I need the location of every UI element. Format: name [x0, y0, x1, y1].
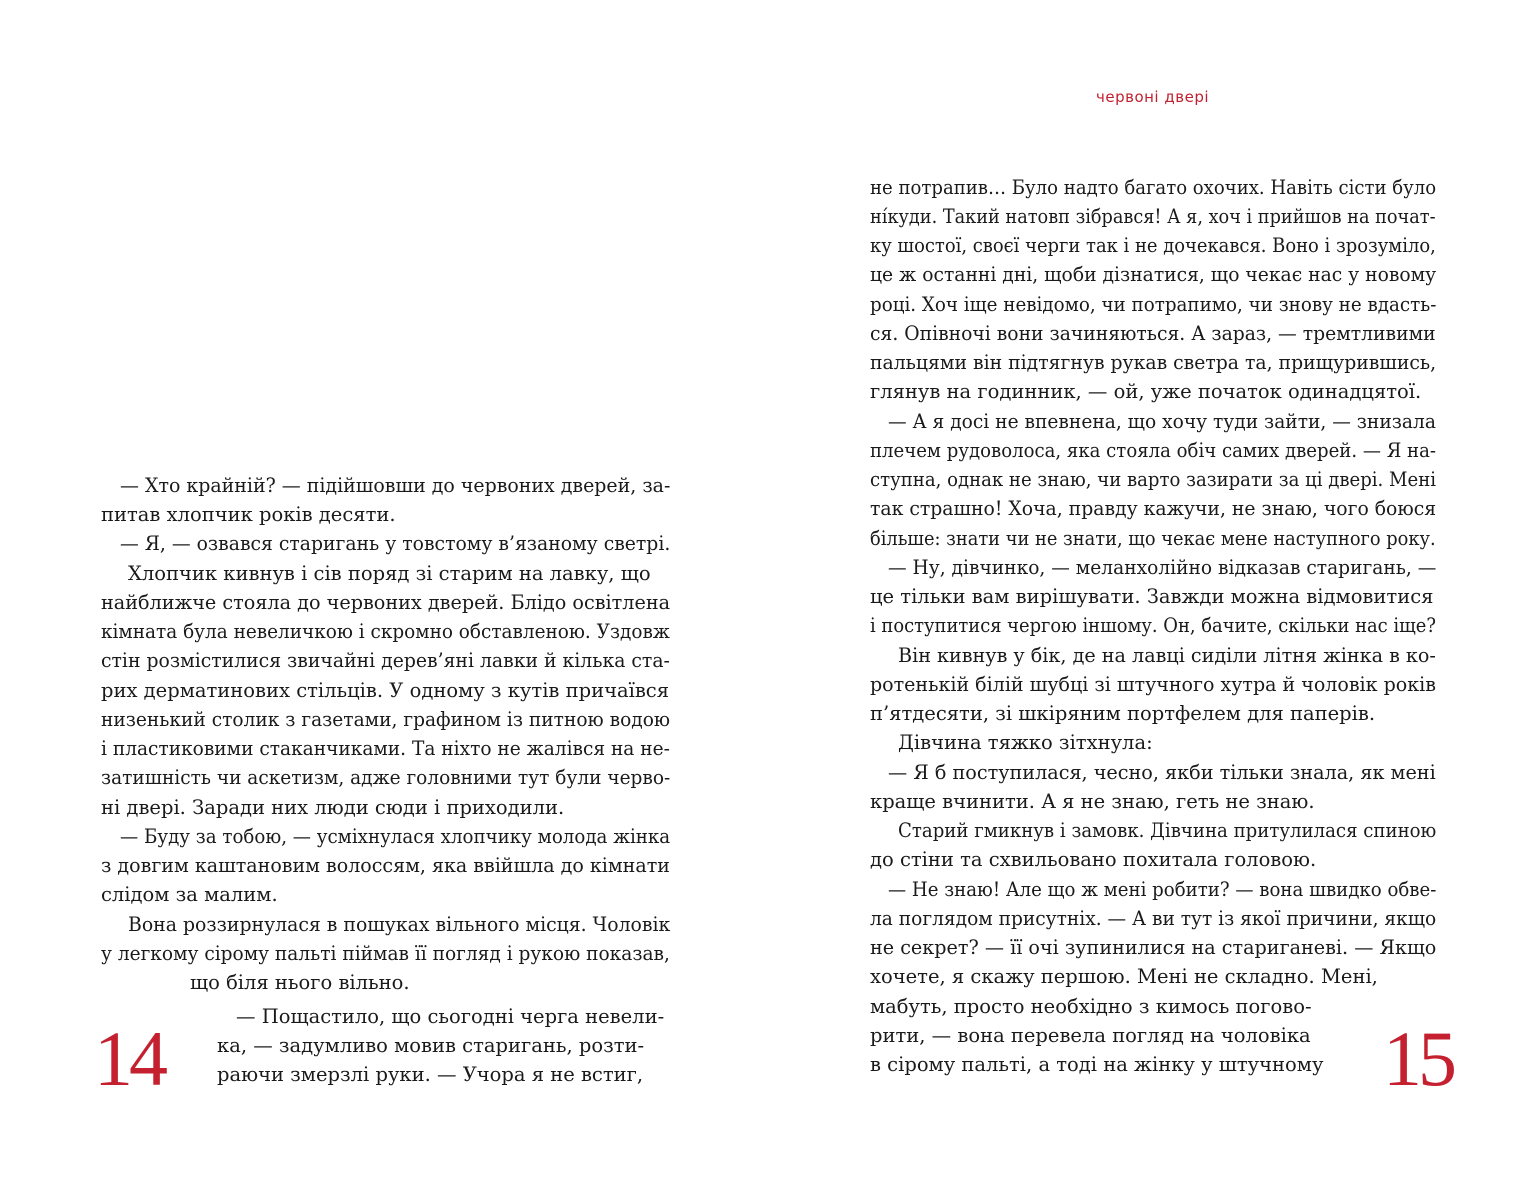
text-line: Він кивнув у бік, де на лавці сиділи літня жінка в ко- — [898, 644, 1436, 667]
text-line: — Пощастило, що сьогодні черга невели- — [236, 1005, 665, 1028]
right-page — [768, 0, 1536, 1182]
text-line: році. Хоч іще невідомо, чи потрапимо, чи знову не вдасть- — [870, 293, 1437, 316]
text-line: і поступитися чергою іншому. Он, бачите, скільки нас іще? — [870, 614, 1436, 637]
text-line: — Не знаю! Але що ж мені робити? — вона швидко обве- — [888, 878, 1437, 901]
text-line: рити, — вона перевела погляд на чоловіка — [870, 1024, 1311, 1047]
text-line: Хлопчик кивнув і сів поряд зі старим на лавку, що — [128, 562, 651, 585]
text-line: ся. Опівночі вони зачиняються. А зараз, — тремтливими — [870, 322, 1436, 345]
text-line: раючи змерзлі руки. — Учора я не встиг, — [217, 1063, 644, 1086]
text-line: не секрет? — її очі зупинилися на стариганеві. — Якщо — [870, 936, 1437, 959]
text-line: в сірому пальті, а тоді на жінку у штучному — [870, 1053, 1324, 1076]
text-line: питав хлопчик років десяти. — [101, 503, 396, 526]
text-line: слідом за малим. — [101, 883, 278, 906]
text-line: і пластиковими стаканчиками. Та ніхто не жалівся на не- — [101, 737, 670, 760]
page-number-left: 14 — [94, 1015, 164, 1102]
text-line: так страшно! Хоча, правду кажучи, не знаю, чого боюся — [870, 497, 1437, 520]
text-line: найближче стояла до червоних дверей. Блідо освітлена — [101, 591, 671, 614]
text-line: — Я б поступилася, чесно, якби тільки знала, як мені — [888, 761, 1436, 784]
text-line: ка, — задумливо мовив старигань, розти- — [217, 1034, 645, 1057]
text-line: ла поглядом присутніх. — А ви тут із якої причини, якщо — [870, 907, 1437, 930]
text-line: — Хто крайній? — підійшовши до червоних дверей, за- — [120, 474, 671, 497]
text-line: це ж останні дні, щоби дізнатися, що чекає нас у новому — [870, 263, 1437, 286]
text-line: — А я досі не впевнена, що хочу туди зайти, — знизала — [888, 410, 1436, 433]
text-line: — Я, — озвався старигань у товстому в’язаному светрі. — [120, 532, 671, 555]
text-line: це тільки вам вирішувати. Завжди можна відмовитися — [870, 585, 1434, 608]
text-line: не потрапив… Було надто багато охочих. Навіть сісти було — [870, 176, 1437, 199]
text-line: стін розмістилися звичайні дерев’яні лавки й кілька ста- — [101, 649, 670, 672]
text-line: Старий гмикнув і замовк. Дівчина притулилася спиною — [898, 819, 1437, 842]
text-line: ступна, однак не знаю, чи варто зазирати за ці двері. Мені — [870, 468, 1437, 491]
text-line: краще вчинити. А я не знаю, геть не знаю. — [870, 790, 1315, 813]
text-line: у легкому сірому пальті піймав її погляд і рукою показав, — [101, 942, 670, 965]
text-line: ку шостої, своєї черги так і не дочекався. Воно і зрозуміло, — [870, 234, 1436, 257]
running-head: червоні двері — [1096, 88, 1210, 106]
text-line: мабуть, просто необхідно з кимось погово- — [870, 995, 1312, 1018]
text-line: рих дерматинових стільців. У одному з кутів причаївся — [101, 679, 670, 702]
text-line: хочете, я скажу першою. Мені не складно. Мені, — [870, 965, 1378, 988]
text-line: Дівчина тяжко зітхнула: — [898, 731, 1153, 754]
text-line: більше: знати чи не знати, що чекає мене наступного року. — [870, 527, 1436, 550]
text-line: ротенькій білій шубці зі штучного хутра й чоловік років — [870, 673, 1436, 696]
text-line: кімната була невеличкою і скромно обставленою. Уздовж — [101, 620, 670, 643]
text-line: затишність чи аскетизм, адже головними тут були черво- — [101, 766, 671, 789]
page-number-right: 15 — [1383, 1015, 1453, 1102]
text-line: п’ятдесяти, зі шкіряним портфелем для паперів. — [870, 702, 1376, 725]
text-line: — Буду за тобою, — усміхнулася хлопчику молода жінка — [120, 825, 671, 848]
text-line: ні́куди. Такий натовп зібрався! А я, хоч і прийшов на почат- — [870, 205, 1436, 228]
text-line: що біля нього вільно. — [190, 971, 410, 994]
text-line: — Ну, дівчинко, — меланхолійно відказав старигань, — — [888, 556, 1437, 579]
text-line: з довгим каштановим волоссям, яка ввійшла до кімнати — [101, 854, 670, 877]
text-line: до стіни та схвильовано похитала головою. — [870, 848, 1317, 871]
text-line: Вона роззирнулася в пошуках вільного місця. Чоловік — [128, 913, 671, 936]
text-line: глянув на годинник, — ой, уже початок одинадцятої. — [870, 380, 1422, 403]
text-line: плечем рудоволоса, яка стояла обіч самих дверей. — Я на- — [870, 439, 1437, 462]
text-line: низенький столик з газетами, графином із питною водою — [101, 708, 671, 731]
text-line: пальцями він підтягнув рукав светра та, прищурившись, — [870, 351, 1437, 374]
text-line: ні двері. Заради них люди сюди і приходили. — [101, 796, 565, 819]
